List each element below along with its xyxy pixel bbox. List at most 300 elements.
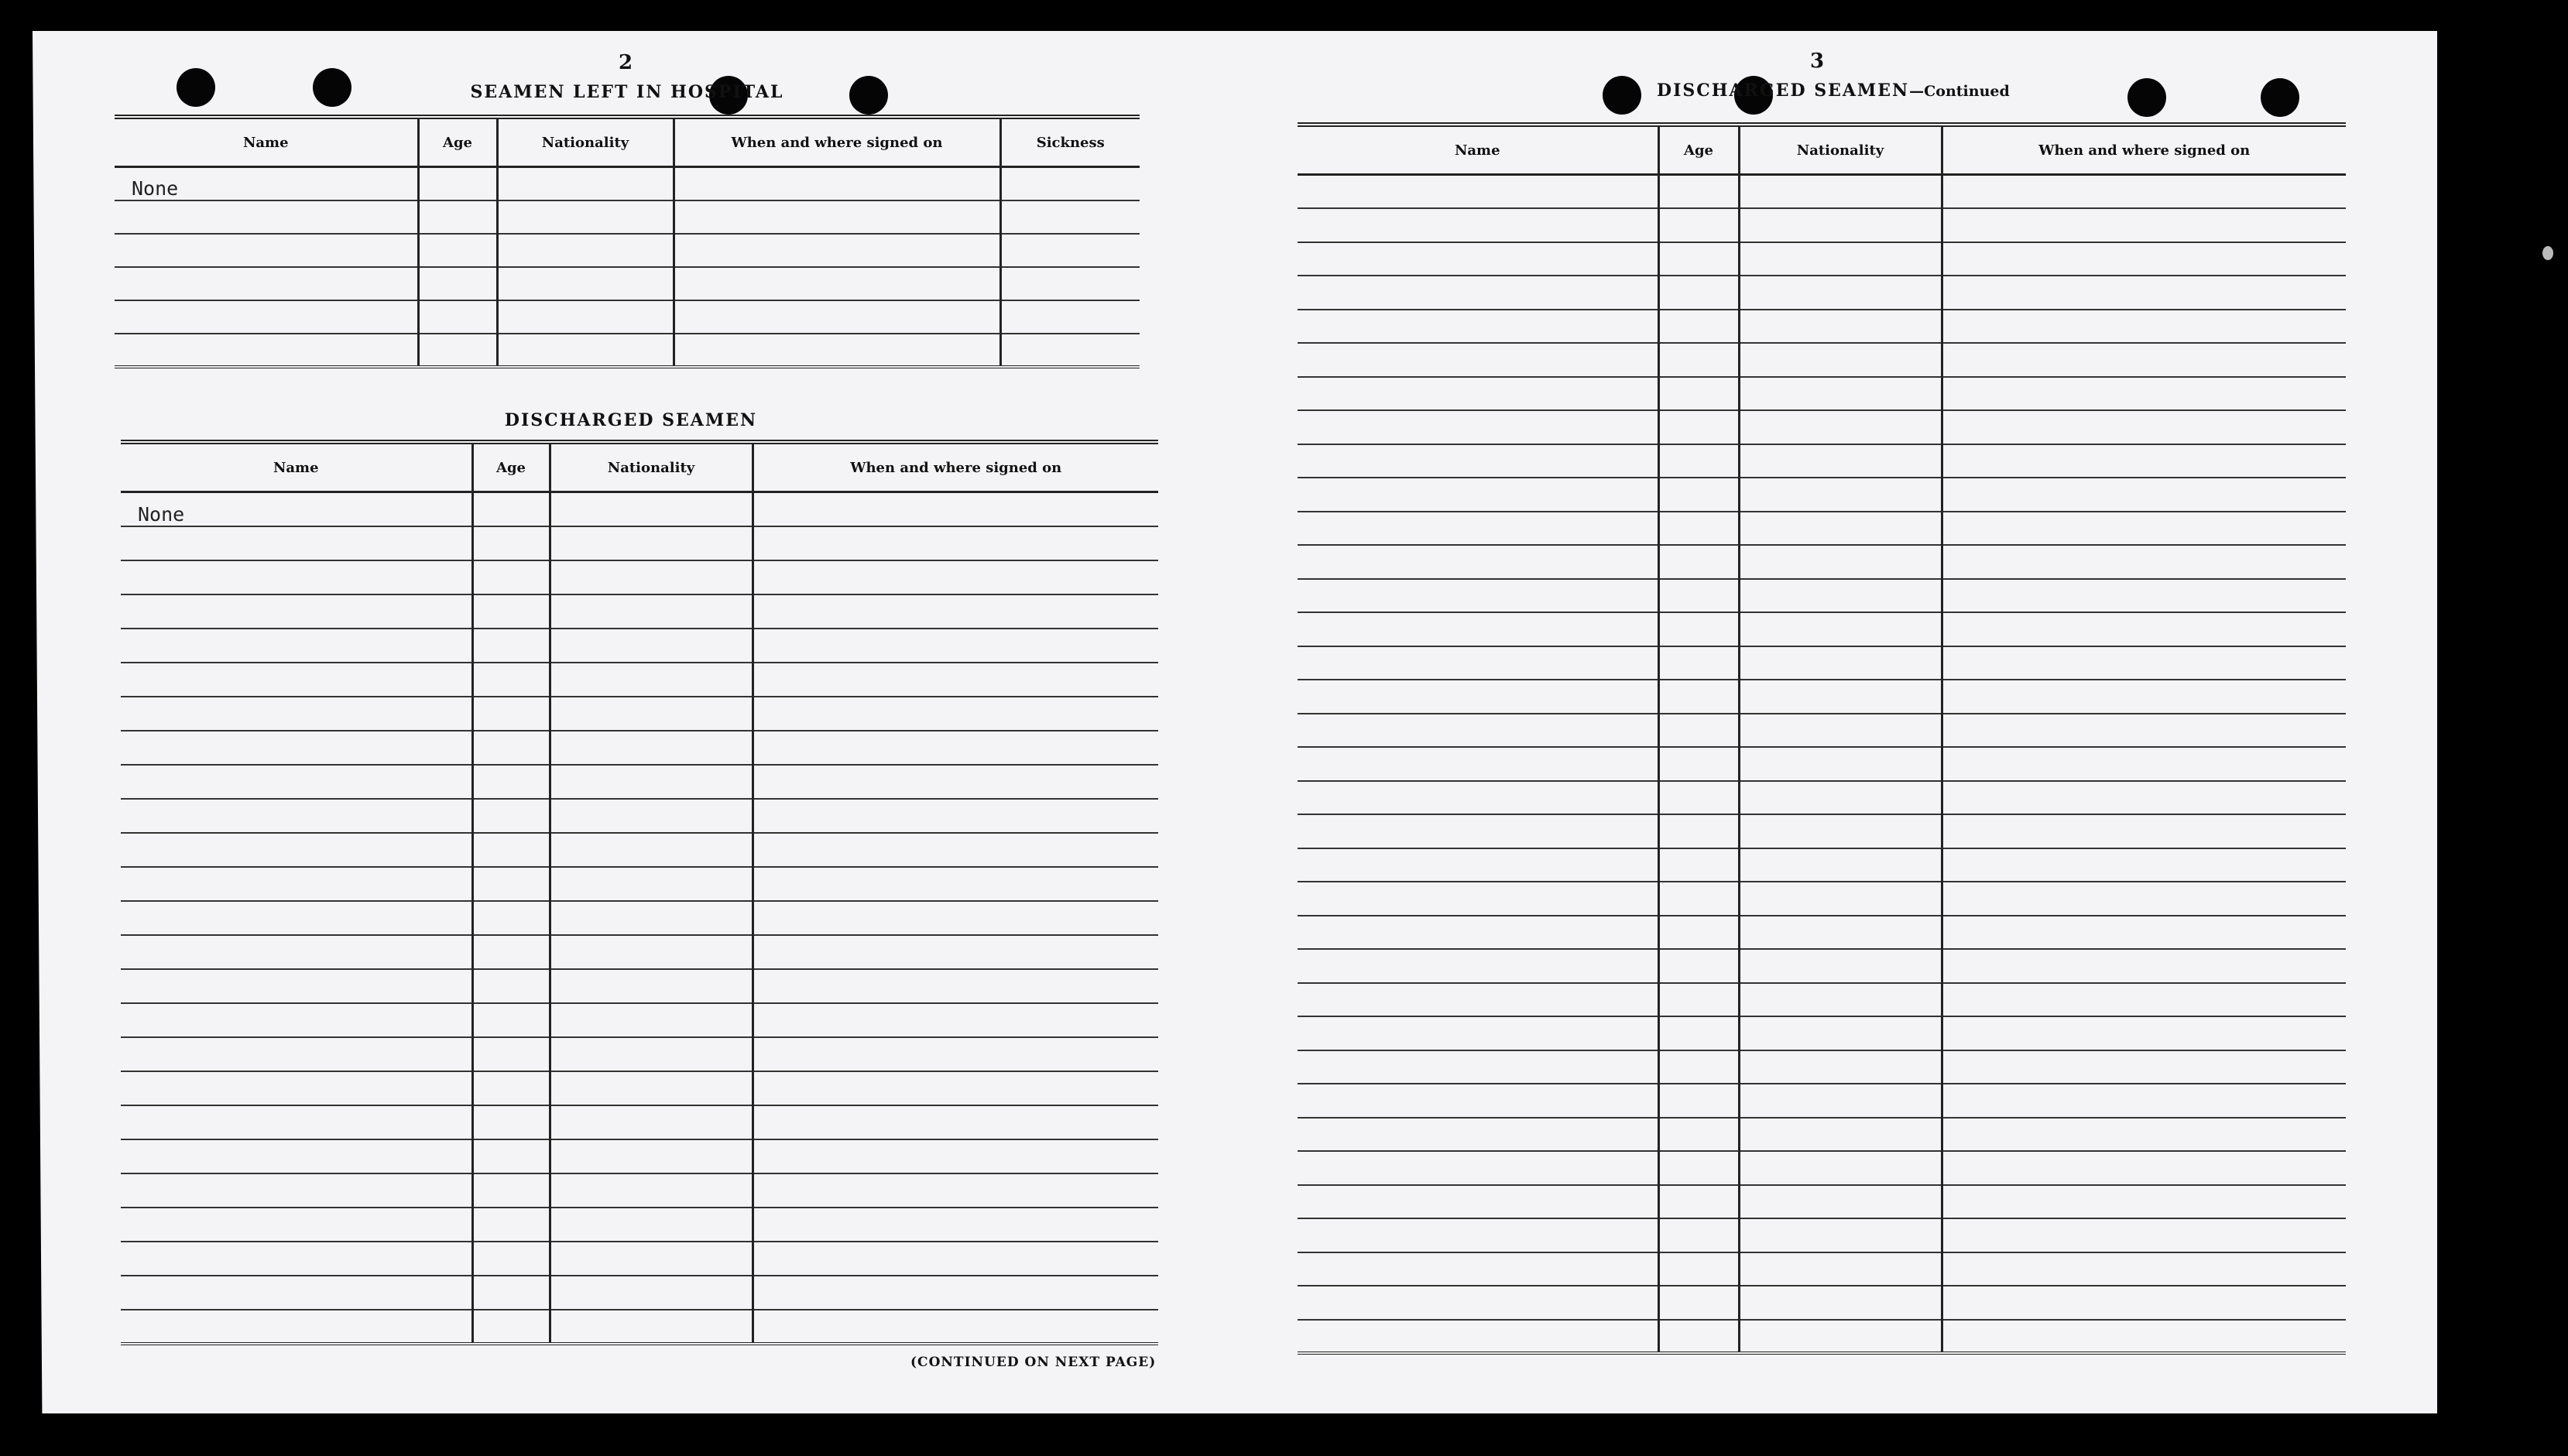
table-cell	[1658, 545, 1739, 579]
table-cell	[1298, 175, 1658, 209]
table-row	[1298, 1185, 2346, 1219]
table-cell	[1739, 545, 1942, 579]
table-cell	[1739, 848, 1942, 882]
table-cell	[1942, 646, 2346, 680]
table-cell	[1298, 343, 1658, 377]
table-cell	[753, 492, 1158, 526]
table-cell	[121, 1173, 472, 1208]
table-cell	[550, 594, 753, 629]
table-cell	[472, 765, 550, 799]
punch-hole-2	[313, 68, 351, 107]
table-cell	[121, 663, 472, 697]
table-row	[1298, 983, 2346, 1017]
table-cell	[1739, 916, 1942, 950]
table-cell	[1739, 208, 1942, 242]
table-cell	[121, 1208, 472, 1242]
table-cell	[1658, 646, 1739, 680]
table-cell	[1658, 1320, 1739, 1354]
table-row	[115, 167, 1140, 200]
table-cell	[1658, 242, 1739, 276]
table-cell	[1942, 545, 2346, 579]
table-cell	[1942, 714, 2346, 748]
table-cell	[550, 901, 753, 935]
table-cell	[1942, 949, 2346, 983]
table-cell	[115, 334, 418, 367]
table-row	[1298, 242, 2346, 276]
table-cell	[472, 1037, 550, 1071]
table-cell	[1658, 276, 1739, 310]
table-cell	[753, 594, 1158, 629]
page-number-right: 3	[1809, 50, 1825, 73]
table-cell	[472, 526, 550, 560]
table-cell	[472, 1105, 550, 1139]
table-cell	[472, 1208, 550, 1242]
table-cell	[674, 234, 1000, 267]
table-cell	[1739, 410, 1942, 444]
table-cell	[1739, 512, 1942, 546]
table-cell	[1298, 646, 1658, 680]
table-row	[121, 526, 1158, 560]
table-cell	[550, 969, 753, 1003]
table-cell	[753, 935, 1158, 969]
column-header-name: Name	[115, 117, 418, 167]
punch-hole-4	[849, 76, 888, 115]
table-row	[115, 300, 1140, 334]
table-cell	[753, 697, 1158, 731]
table-cell	[1942, 512, 2346, 546]
table-cell	[1658, 781, 1739, 815]
table-cell	[1942, 579, 2346, 613]
table-cell	[1942, 310, 2346, 344]
table-cell	[1942, 1320, 2346, 1354]
table-cell	[121, 1139, 472, 1173]
table-cell	[1298, 512, 1658, 546]
table-cell	[1739, 1218, 1942, 1252]
table-cell	[753, 765, 1158, 799]
table-cell	[1942, 175, 2346, 209]
table-cell	[497, 267, 674, 300]
table-cell	[121, 1242, 472, 1276]
hospital-table	[115, 115, 1140, 368]
table-cell	[121, 1276, 472, 1310]
table-row	[1298, 1050, 2346, 1084]
table-cell	[1658, 680, 1739, 714]
table-cell	[1658, 1118, 1739, 1152]
table-cell	[121, 901, 472, 935]
table-cell	[115, 234, 418, 267]
table-cell	[472, 594, 550, 629]
table-cell	[1298, 612, 1658, 646]
table-cell	[550, 1208, 753, 1242]
table-cell	[753, 1071, 1158, 1105]
table-cell	[472, 629, 550, 663]
table-cell	[1298, 747, 1658, 781]
table-cell	[1298, 1084, 1658, 1118]
column-header-age: Age	[472, 442, 550, 492]
table-cell	[1739, 310, 1942, 344]
table-cell	[1739, 1118, 1942, 1152]
table-cell	[1298, 276, 1658, 310]
table-row	[1298, 848, 2346, 882]
table-cell	[753, 629, 1158, 663]
table-cell	[550, 1276, 753, 1310]
table-row	[1298, 1084, 2346, 1118]
table-cell	[1658, 714, 1739, 748]
table-cell	[550, 1173, 753, 1208]
table-cell	[418, 200, 497, 234]
table-row	[121, 901, 1158, 935]
table-cell	[1658, 949, 1739, 983]
table-cell	[1000, 234, 1140, 267]
table-row	[1298, 612, 2346, 646]
table-cell	[121, 526, 472, 560]
discharged-section-title: DISCHARGED SEAMEN	[504, 410, 758, 430]
table-cell	[753, 969, 1158, 1003]
table-cell	[1739, 1151, 1942, 1185]
table-cell	[550, 663, 753, 697]
table-row	[121, 1173, 1158, 1208]
table-cell	[550, 492, 753, 526]
table-cell	[1658, 1016, 1739, 1050]
table-cell	[753, 663, 1158, 697]
table-cell	[550, 765, 753, 799]
table-cell	[753, 1037, 1158, 1071]
table-cell	[1739, 882, 1942, 916]
table-cell	[550, 867, 753, 901]
table-cell	[1658, 579, 1739, 613]
table-cell	[1739, 680, 1942, 714]
table-cell	[1298, 410, 1658, 444]
table-cell	[497, 200, 674, 234]
column-header-nationality: Nationality	[550, 442, 753, 492]
table-cell	[674, 267, 1000, 300]
table-row	[1298, 1151, 2346, 1185]
table-cell	[753, 1276, 1158, 1310]
table-cell	[753, 901, 1158, 935]
table-cell	[753, 1173, 1158, 1208]
table-row	[1298, 1118, 2346, 1152]
continued-suffix: —Continued	[1909, 83, 2010, 100]
table-cell	[1942, 916, 2346, 950]
table-row	[121, 1139, 1158, 1173]
table-cell	[1658, 882, 1739, 916]
table-row	[1298, 377, 2346, 411]
table-cell	[753, 1003, 1158, 1037]
scan-speck	[2542, 246, 2553, 260]
table-cell	[1942, 276, 2346, 310]
table-row	[1298, 781, 2346, 815]
table-cell	[1658, 343, 1739, 377]
table-cell	[1942, 377, 2346, 411]
table-cell	[1298, 242, 1658, 276]
table-cell	[1298, 579, 1658, 613]
discharged-continued-header	[1298, 125, 2346, 175]
table-cell	[753, 526, 1158, 560]
punch-hole-7	[2127, 78, 2166, 117]
table-cell	[121, 1105, 472, 1139]
table-cell	[674, 167, 1000, 200]
table-cell	[550, 935, 753, 969]
discharged-continued-label: DISCHARGED SEAMEN	[1657, 81, 1910, 101]
table-cell	[1298, 1218, 1658, 1252]
table-cell	[1000, 300, 1140, 334]
table-cell	[1942, 814, 2346, 848]
table-cell	[1298, 882, 1658, 916]
table-cell	[753, 1105, 1158, 1139]
table-cell	[121, 1071, 472, 1105]
table-cell	[121, 629, 472, 663]
table-row	[1298, 343, 2346, 377]
punch-hole-8	[2261, 78, 2299, 117]
table-row	[121, 1310, 1158, 1344]
table-cell	[121, 765, 472, 799]
table-cell	[472, 1071, 550, 1105]
table-cell	[1658, 916, 1739, 950]
table-row	[121, 765, 1158, 799]
table-row	[121, 1105, 1158, 1139]
table-row	[1298, 208, 2346, 242]
table-cell	[1298, 1016, 1658, 1050]
table-cell	[497, 334, 674, 367]
table-cell	[472, 697, 550, 731]
table-row	[121, 1208, 1158, 1242]
table-cell	[1942, 1151, 2346, 1185]
hospital-table-header	[115, 117, 1140, 167]
table-cell	[1298, 1118, 1658, 1152]
table-cell	[121, 560, 472, 594]
table-cell	[1942, 242, 2346, 276]
table-cell	[115, 200, 418, 234]
table-row	[1298, 175, 2346, 209]
table-cell	[497, 300, 674, 334]
table-cell	[1000, 200, 1140, 234]
table-cell	[121, 935, 472, 969]
table-cell	[1739, 1286, 1942, 1320]
table-cell	[1658, 208, 1739, 242]
table-cell	[121, 833, 472, 867]
table-row	[115, 234, 1140, 267]
table-row	[121, 1003, 1158, 1037]
table-row	[1298, 579, 2346, 613]
table-row	[121, 833, 1158, 867]
hospital-section-title: SEAMEN LEFT IN HOSPITAL	[470, 82, 784, 102]
table-cell	[1739, 1320, 1942, 1354]
table-cell	[115, 267, 418, 300]
table-cell	[1298, 1320, 1658, 1354]
table-cell	[1298, 1050, 1658, 1084]
table-row	[1298, 646, 2346, 680]
table-cell	[1942, 1286, 2346, 1320]
table-row	[1298, 1286, 2346, 1320]
table-cell	[1739, 949, 1942, 983]
table-row	[1298, 310, 2346, 344]
table-cell	[1658, 612, 1739, 646]
table-cell	[550, 833, 753, 867]
column-header-age: Age	[418, 117, 497, 167]
table-cell	[1658, 1151, 1739, 1185]
table-cell	[1942, 1118, 2346, 1152]
table-cell	[1658, 377, 1739, 411]
table-cell	[753, 1139, 1158, 1173]
table-cell	[472, 833, 550, 867]
table-cell	[1739, 478, 1942, 512]
table-cell	[115, 300, 418, 334]
table-cell	[550, 697, 753, 731]
column-header-signed-on: When and where signed on	[674, 117, 1000, 167]
table-cell	[1298, 478, 1658, 512]
table-cell	[1942, 1050, 2346, 1084]
table-cell	[1942, 410, 2346, 444]
table-cell	[121, 594, 472, 629]
table-row	[1298, 444, 2346, 478]
table-cell	[472, 867, 550, 901]
table-cell	[1658, 983, 1739, 1017]
table-cell	[1739, 343, 1942, 377]
table-cell	[1739, 646, 1942, 680]
table-cell	[1942, 612, 2346, 646]
table-cell	[1298, 983, 1658, 1017]
table-cell	[472, 799, 550, 833]
table-cell	[1298, 916, 1658, 950]
table-cell	[1942, 848, 2346, 882]
table-cell	[472, 1310, 550, 1344]
table-row	[121, 969, 1158, 1003]
page-number-left: 2	[618, 51, 633, 74]
table-cell	[1658, 410, 1739, 444]
table-cell	[121, 697, 472, 731]
punch-hole-1	[177, 68, 215, 107]
table-cell	[472, 663, 550, 697]
table-cell	[1298, 949, 1658, 983]
table-cell	[497, 234, 674, 267]
table-cell	[1942, 680, 2346, 714]
table-cell	[1658, 1252, 1739, 1286]
table-cell	[1739, 175, 1942, 209]
table-cell	[1298, 310, 1658, 344]
table-cell	[121, 731, 472, 765]
table-cell	[1942, 1252, 2346, 1286]
table-row	[1298, 545, 2346, 579]
table-cell	[1739, 276, 1942, 310]
punch-hole-5	[1603, 76, 1641, 115]
table-cell	[418, 167, 497, 200]
table-cell	[753, 1242, 1158, 1276]
table-cell	[418, 267, 497, 300]
table-row	[1298, 714, 2346, 748]
column-header-nationality: Nationality	[1739, 125, 1942, 175]
table-row	[1298, 680, 2346, 714]
discharged-table	[121, 440, 1158, 1345]
table-cell	[550, 1105, 753, 1139]
table-cell	[121, 1037, 472, 1071]
table-cell	[1739, 747, 1942, 781]
continued-footer: (CONTINUED ON NEXT PAGE)	[910, 1355, 1157, 1370]
table-row	[115, 334, 1140, 367]
table-row	[121, 1242, 1158, 1276]
table-row	[1298, 882, 2346, 916]
discharged-continued-table	[1298, 122, 2346, 1355]
table-cell	[1658, 848, 1739, 882]
table-cell	[472, 935, 550, 969]
table-cell	[550, 731, 753, 765]
name-entry: None	[115, 167, 418, 200]
table-cell	[1739, 1252, 1942, 1286]
table-cell	[1942, 208, 2346, 242]
table-row	[121, 697, 1158, 731]
table-cell	[550, 1139, 753, 1173]
table-cell	[1298, 781, 1658, 815]
table-cell	[121, 969, 472, 1003]
table-cell	[1739, 781, 1942, 815]
table-cell	[472, 560, 550, 594]
table-cell	[1298, 1151, 1658, 1185]
table-row	[121, 1276, 1158, 1310]
table-cell	[550, 526, 753, 560]
table-cell	[1658, 512, 1739, 546]
table-cell	[1739, 983, 1942, 1017]
discharged-table-header	[121, 442, 1158, 492]
table-cell	[1298, 208, 1658, 242]
column-header-age: Age	[1658, 125, 1739, 175]
table-row	[121, 594, 1158, 629]
table-row	[1298, 1218, 2346, 1252]
table-cell	[472, 1003, 550, 1037]
table-cell	[1298, 444, 1658, 478]
column-header-name: Name	[1298, 125, 1658, 175]
table-row	[121, 629, 1158, 663]
table-cell	[550, 629, 753, 663]
table-cell	[753, 833, 1158, 867]
table-cell	[550, 1071, 753, 1105]
table-cell	[1942, 1185, 2346, 1219]
table-cell	[550, 1242, 753, 1276]
table-cell	[1739, 714, 1942, 748]
table-cell	[1298, 680, 1658, 714]
table-cell	[1658, 814, 1739, 848]
table-cell	[1739, 1185, 1942, 1219]
table-cell	[550, 560, 753, 594]
table-cell	[1942, 444, 2346, 478]
table-cell	[550, 1310, 753, 1344]
table-row	[1298, 410, 2346, 444]
table-cell	[1739, 1084, 1942, 1118]
table-cell	[472, 1173, 550, 1208]
table-row	[121, 799, 1158, 833]
table-cell	[753, 560, 1158, 594]
table-row	[121, 731, 1158, 765]
table-cell	[753, 1208, 1158, 1242]
table-cell	[550, 1037, 753, 1071]
table-cell	[1739, 242, 1942, 276]
table-cell	[1298, 714, 1658, 748]
table-cell	[1000, 334, 1140, 367]
table-cell	[674, 300, 1000, 334]
table-cell	[1942, 781, 2346, 815]
table-cell	[753, 1310, 1158, 1344]
table-cell	[1942, 343, 2346, 377]
table-cell	[1298, 1286, 1658, 1320]
table-row	[1298, 478, 2346, 512]
table-cell	[753, 731, 1158, 765]
table-cell	[1739, 579, 1942, 613]
column-header-signed-on: When and where signed on	[753, 442, 1158, 492]
table-cell	[1942, 478, 2346, 512]
table-cell	[1298, 848, 1658, 882]
table-row	[1298, 814, 2346, 848]
table-cell	[1739, 377, 1942, 411]
table-cell	[1739, 612, 1942, 646]
table-cell	[121, 1310, 472, 1344]
